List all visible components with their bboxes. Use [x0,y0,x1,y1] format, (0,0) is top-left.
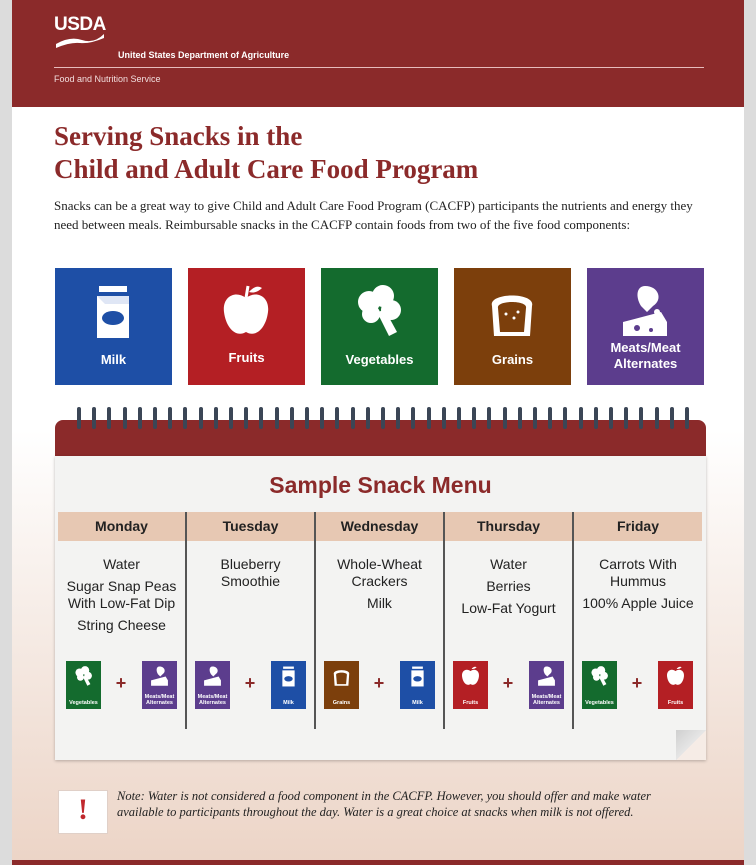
footer-band [12,860,744,865]
bread-icon [330,664,353,689]
mini-icon-milk [271,661,306,709]
intro-paragraph: Snacks can be a great way to give Child and Adult Care Food Program (CACFP) participants the nutrients and energy they need between meals. Reimbursable snacks in the CACFP contain foods from two of the five food components: [54,198,693,232]
binding-ring [381,407,385,429]
binding-ring [153,407,157,429]
snack-menu-calendar [55,420,706,760]
menu-item: Carrots With Hummus [599,556,677,589]
page-title [54,120,478,186]
wednesday-items [316,556,443,617]
binding-ring [655,407,659,429]
mini-label: Meats/Meat Alternates [531,694,562,706]
menu-item: 100% Apple Juice [582,595,694,611]
binding-ring [351,407,355,429]
binding-ring [107,407,111,429]
component-label: Vegetables [345,352,414,367]
mini-label: Milk [283,700,294,706]
page [12,0,744,865]
plus-sign: + [115,673,127,693]
apple-icon [216,282,276,342]
mini-icon-vegetables [582,661,617,709]
plus-sign: + [502,673,514,693]
drumstick-cheese-icon [201,664,224,689]
binding-ring [594,407,598,429]
milk-carton-icon [406,664,429,689]
menu-item: Water [490,556,527,572]
binding-ring [290,407,294,429]
binding-ring [624,407,628,429]
mini-label: Grains [332,700,351,706]
component-label: Fruits [228,350,265,365]
binding-ring [685,407,689,429]
usda-logo-text: USDA [54,14,106,35]
component-tile-grains [454,268,571,385]
menu-item: Berries [486,578,531,594]
bread-icon [482,282,542,342]
drumstick-cheese-icon [615,282,675,342]
binding-ring [670,407,674,429]
plus-sign: + [631,673,643,693]
component-tile-fruits [188,268,305,385]
broccoli-icon [588,664,611,689]
binding-ring [366,407,370,429]
broccoli-icon [72,664,95,689]
component-tile-vegetables [321,268,438,385]
binding-ring [472,407,476,429]
binding-ring [563,407,567,429]
mini-icon-grains [324,661,359,709]
column-divider [572,512,574,729]
mini-label: Meats/Meat Alternates [197,694,228,706]
binding-ring [168,407,172,429]
column-divider [185,512,187,729]
exclamation-mark: ! [78,793,88,826]
binding-ring [214,407,218,429]
menu-item: Blueberry Smoothie [220,556,281,589]
binding-ring [229,407,233,429]
drumstick-cheese-icon [148,664,171,689]
header-rule [54,67,704,68]
binding-ring [518,407,522,429]
mini-icon-meats [529,661,564,709]
mini-label: Fruits [462,700,479,706]
binding-ring [503,407,507,429]
milk-carton-icon [277,664,300,689]
binding-ring [92,407,96,429]
binding-ring [579,407,583,429]
mini-icon-fruits [453,661,488,709]
binding-ring [533,407,537,429]
mini-label: Vegetables [69,700,98,706]
binding-ring [487,407,491,429]
apple-icon [664,664,687,689]
broccoli-icon [349,282,409,342]
service-name: Food and Nutrition Service [54,74,161,84]
binding-ring [199,407,203,429]
binding-ring [259,407,263,429]
binding-ring [427,407,431,429]
binding-ring [411,407,415,429]
thursday-items [445,556,572,622]
milk-carton-icon [83,282,143,342]
binding-ring [396,407,400,429]
department-name: United States Department of Agriculture [118,50,290,60]
mini-icon-meats [142,661,177,709]
day-header: Thursday [445,512,572,541]
menu-item: Sugar Snap Peas With Low-Fat Dip [66,578,177,611]
component-label: Grains [491,352,534,367]
menu-item: String Cheese [77,617,166,633]
component-label: Meats/Meat Alternates [610,340,681,371]
drumstick-cheese-icon [535,664,558,689]
binding-ring [275,407,279,429]
header-banner [12,0,744,107]
menu-item: Water [103,556,140,572]
title-line-2: Child and Adult Care Food Program [54,154,479,184]
tuesday-items [187,556,314,595]
binding-ring [138,407,142,429]
column-divider [314,512,316,729]
day-header: Monday [58,512,185,541]
binding-ring [305,407,309,429]
binding-ring [183,407,187,429]
plus-sign: + [244,673,256,693]
component-tile-meats [587,268,704,385]
mini-icon-vegetables [66,661,101,709]
menu-title: Sample Snack Menu [269,472,492,498]
menu-item: Whole-Wheat Crackers [337,556,422,589]
binding-ring [77,407,81,429]
title-line-1: Serving Snacks in the [54,121,303,151]
binding-ring [609,407,613,429]
mini-icon-fruits [658,661,693,709]
menu-item: Low-Fat Yogurt [461,600,556,616]
page-curl [676,730,706,760]
water-note: Note: Water is not considered a food component in the CACFP. However, you should offer and make water available to participants throughout the day. Water is a great choice at snacks when milk is not offered. [117,789,651,819]
day-header: Friday [574,512,702,541]
binding-ring [335,407,339,429]
apple-icon [459,664,482,689]
mini-label: Milk [412,700,423,706]
binding-ring [639,407,643,429]
mini-icon-milk [400,661,435,709]
friday-items [574,556,702,617]
mini-label: Fruits [667,700,684,706]
component-tile-milk [55,268,172,385]
mini-label: Vegetables [585,700,614,706]
mini-label: Meats/Meat Alternates [144,694,175,706]
component-label: Milk [100,352,127,367]
binding-ring [548,407,552,429]
day-header: Wednesday [316,512,443,541]
binding-ring [457,407,461,429]
monday-items [58,556,185,639]
menu-item: Milk [367,595,392,611]
mini-icon-meats [195,661,230,709]
binding-ring [320,407,324,429]
binding-ring [442,407,446,429]
alert-icon [58,790,108,834]
day-header: Tuesday [187,512,314,541]
binding-ring [123,407,127,429]
plus-sign: + [373,673,385,693]
binding-ring [244,407,248,429]
